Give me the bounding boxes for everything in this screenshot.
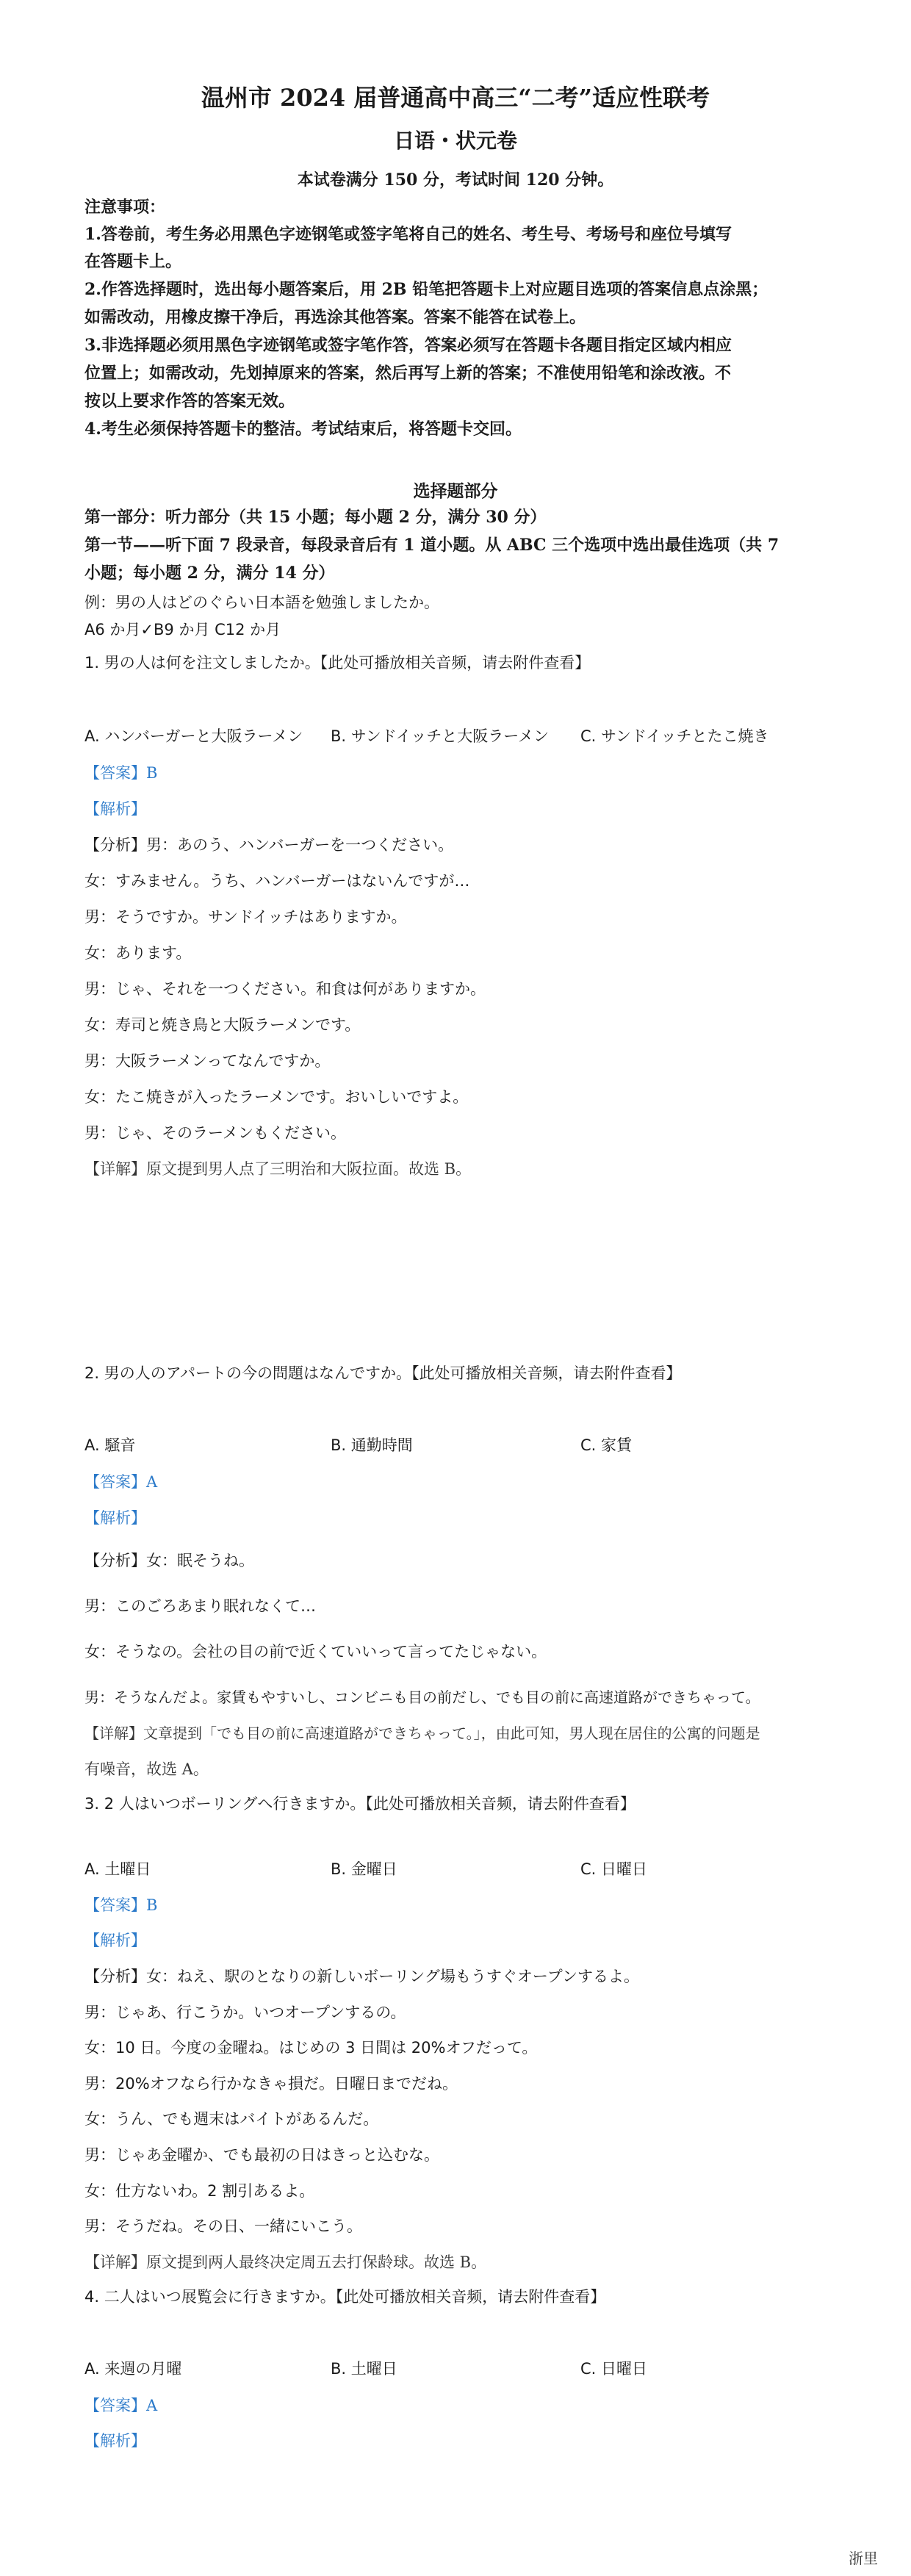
notice-line: 如需改动，用橡皮擦干净后，再选涂其他答案。答案不能答在试卷上。 bbox=[84, 308, 586, 327]
section1-instruction: 第一节——听下面 7 段录音，每段录音后有 1 道小题。从 ABC 三个选项中选出最佳选项（共 7 bbox=[84, 536, 779, 555]
q3-dialogue-line: 男：そうだね。その日、一緒にいこう。 bbox=[84, 2217, 362, 2235]
q1-dialogue-line: 女：あります。 bbox=[84, 944, 192, 962]
section1-instruction: 小题；每小题 2 分，满分 14 分） bbox=[84, 564, 335, 583]
q1-option-c: C. サンドイッチとたこ焼き bbox=[580, 727, 769, 745]
section-title: 选择题部分 bbox=[413, 481, 498, 501]
exam-title: 温州市 2024 届普通高中高三“二考”适应性联考 bbox=[201, 84, 710, 112]
example-question: 例：男の人はどのぐらい日本語を勉強しましたか。 bbox=[84, 594, 439, 611]
q4-option-b: B. 土曜日 bbox=[331, 2360, 397, 2378]
example-options: A6 か月✓B9 か月 C12 か月 bbox=[84, 621, 281, 638]
q3-dialogue-line: 【分析】女：ねえ、駅のとなりの新しいボーリング場もうすぐオープンするよ。 bbox=[84, 1968, 639, 1985]
q1-dialogue-line: 男：そうですか。サンドイッチはありますか。 bbox=[84, 908, 407, 926]
q1-option-a: A. ハンバーガーと大阪ラーメン bbox=[84, 727, 303, 745]
q3-option-a: A. 土曜日 bbox=[84, 1860, 151, 1878]
q4-option-c: C. 日曜日 bbox=[580, 2360, 648, 2378]
q3-detail: 【详解】原文提到两人最终决定周五去打保龄球。故选 B。 bbox=[84, 2253, 487, 2271]
q2-answer: 【答案】A bbox=[84, 1473, 158, 1491]
q2-option-a: A. 騒音 bbox=[84, 1436, 136, 1454]
q2-question: 2. 男の人のアパートの今の問題はなんですか。【此处可播放相关音频，请去附件查看】 bbox=[84, 1364, 682, 1382]
q1-question: 1. 男の人は何を注文しましたか。【此处可播放相关音频，请去附件查看】 bbox=[84, 654, 591, 672]
q3-dialogue-line: 男：じゃあ、行こうか。いつオープンするの。 bbox=[84, 2004, 406, 2021]
q4-question: 4. 二人はいつ展覧会に行きますか。【此处可播放相关音频，请去附件查看】 bbox=[84, 2288, 606, 2306]
q1-dialogue-line: 女：すみません。うち、ハンバーガーはないんですが… bbox=[84, 872, 470, 890]
q1-dialogue-line: 女：たこ焼きが入ったラーメンです。おいしいですよ。 bbox=[84, 1088, 469, 1106]
q2-detail: 【详解】文章提到「でも目の前に高速道路ができちゃって。」，由此可知，男人现在居住的公寓的问题是 bbox=[84, 1724, 760, 1742]
q1-dialogue-line: 男：じゃ、それを一つください。和食は何がありますか。 bbox=[84, 980, 486, 998]
q1-dialogue-line: 女：寿司と焼き鳥と大阪ラーメンです。 bbox=[84, 1016, 361, 1034]
q1-dialogue-line: 男：じゃ、そのラーメンもください。 bbox=[84, 1124, 346, 1142]
q1-option-b: B. サンドイッチと大阪ラーメン bbox=[331, 727, 550, 745]
q1-answer: 【答案】B bbox=[84, 764, 158, 782]
q3-option-c: C. 日曜日 bbox=[580, 1860, 648, 1878]
q3-question: 3. 2 人はいつボーリングへ行きますか。【此处可播放相关音频，请去附件查看】 bbox=[84, 1795, 635, 1813]
part1-heading: 第一部分：听力部分（共 15 小题；每小题 2 分，满分 30 分） bbox=[84, 508, 547, 527]
notice-heading: 注意事项： bbox=[84, 198, 166, 217]
notice-line: 1.答卷前，考生务必用黑色字迹钢笔或签字笔将自己的姓名、考生号、考场号和座位号填写 bbox=[84, 225, 732, 244]
notice-line: 2.作答选择题时，选出每小题答案后，用 2B 铅笔把答题卡上对应题目选项的答案信息点涂黑； bbox=[84, 280, 768, 299]
q3-option-b: B. 金曜日 bbox=[331, 1860, 397, 1878]
q4-analysis-label: 【解析】 bbox=[84, 2432, 146, 2450]
q1-dialogue-line: 男：大阪ラーメンってなんですか。 bbox=[84, 1052, 331, 1070]
q2-detail: 有噪音，故选 A。 bbox=[84, 1760, 209, 1778]
q2-option-b: B. 通勤時間 bbox=[331, 1436, 413, 1454]
q3-dialogue-line: 男：じゃあ金曜か、でも最初の日はきっと込むな。 bbox=[84, 2146, 439, 2164]
q2-analysis-label: 【解析】 bbox=[84, 1509, 146, 1527]
q2-dialogue-line: 【分析】女：眠そうね。 bbox=[84, 1552, 254, 1569]
notice-line: 3.非选择题必须用黑色字迹钢笔或签字笔作答，答案必须写在答题卡各题目指定区域内相应 bbox=[84, 336, 732, 355]
q1-dialogue-line: 【分析】男：あのう、ハンバーガーを一つください。 bbox=[84, 836, 454, 854]
q1-analysis-label: 【解析】 bbox=[84, 800, 146, 818]
q3-answer: 【答案】B bbox=[84, 1896, 158, 1914]
notice-line: 4.考生必须保持答题卡的整洁。考试结束后，将答题卡交回。 bbox=[84, 420, 522, 439]
notice-line: 在答题卡上。 bbox=[84, 252, 182, 271]
q1-detail: 【详解】原文提到男人点了三明治和大阪拉面。故选 B。 bbox=[84, 1160, 472, 1178]
q2-dialogue-line: 男：そうなんだよ。家賃もやすいし、コンビニも目の前だし、でも目の前に高速道路ができちゃって。 bbox=[84, 1688, 760, 1706]
score-time: 本试卷满分 150 分，考试时间 120 分钟。 bbox=[297, 170, 614, 190]
footer-text: 浙里 bbox=[849, 2550, 878, 2567]
notice-line: 位置上；如需改动，先划掉原来的答案，然后再写上新的答案；不准使用铅笔和涂改液。不 bbox=[84, 364, 732, 383]
q2-option-c: C. 家賃 bbox=[580, 1436, 633, 1454]
q4-answer: 【答案】A bbox=[84, 2397, 158, 2414]
q4-option-a: A. 来週の月曜 bbox=[84, 2360, 182, 2378]
q2-dialogue-line: 男：このごろあまり眠れなくて… bbox=[84, 1597, 316, 1615]
q3-dialogue-line: 女：10 日。今度の金曜ね。はじめの 3 日間は 20%オフだって。 bbox=[84, 2039, 538, 2057]
q3-dialogue-line: 女：うん、でも週末はバイトがあるんだ。 bbox=[84, 2110, 379, 2128]
notice-line: 按以上要求作答的答案无效。 bbox=[84, 392, 295, 411]
q3-dialogue-line: 男：20%オフなら行かなきゃ損だ。日曜日までだね。 bbox=[84, 2075, 458, 2093]
q3-dialogue-line: 女：仕方ないわ。2 割引あるよ。 bbox=[84, 2182, 315, 2200]
q2-dialogue-line: 女：そうなの。会社の目の前で近くていいって言ってたじゃない。 bbox=[84, 1643, 547, 1661]
exam-subtitle: 日语・状元卷 bbox=[393, 129, 517, 153]
q3-analysis-label: 【解析】 bbox=[84, 1932, 146, 1949]
